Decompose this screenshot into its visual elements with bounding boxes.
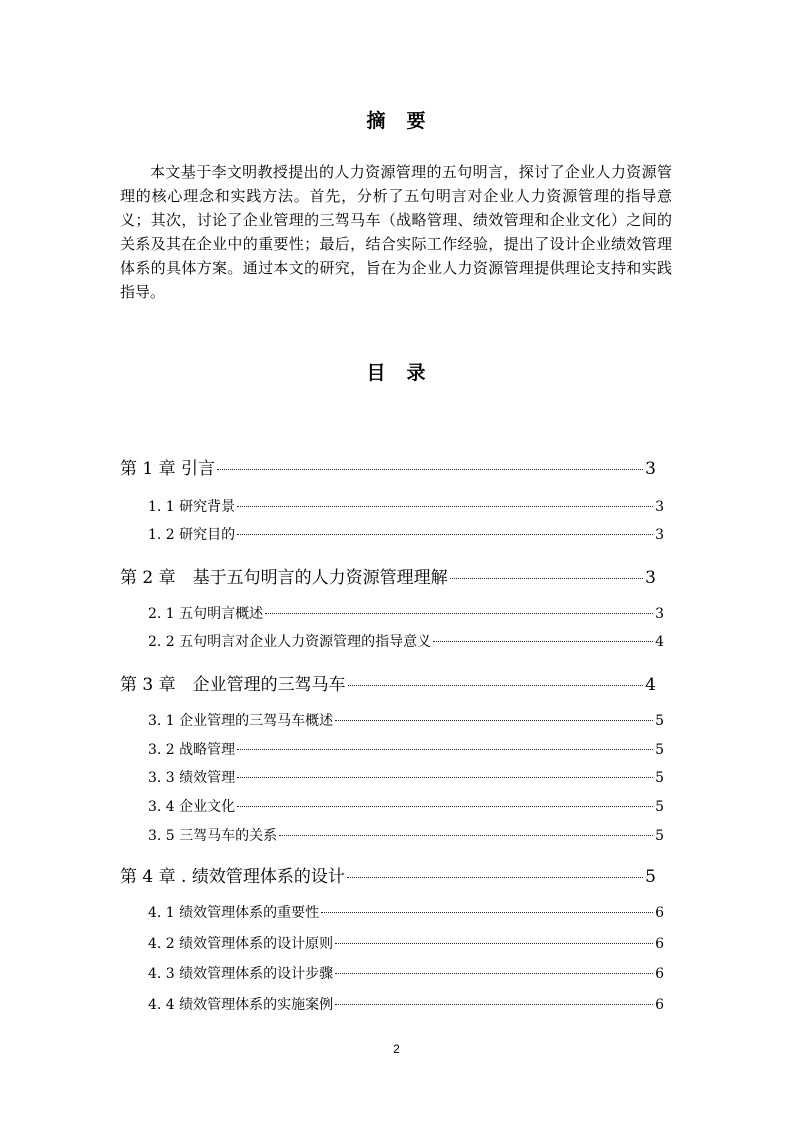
toc-entry-2-1[interactable] — [148, 603, 664, 623]
toc-entry-page: 5 — [655, 799, 664, 815]
toc-entry-3-3[interactable] — [148, 767, 664, 787]
toc-leader — [237, 534, 653, 535]
toc-entry-label: 4. 1 绩效管理体系的重要性 — [148, 905, 320, 921]
toc-entry-label: 1. 2 研究目的 — [148, 527, 236, 543]
toc-leader — [237, 806, 653, 807]
toc-title: 目 录 — [366, 362, 427, 384]
toc-entry-2-2[interactable] — [148, 631, 664, 651]
toc-entry-page: 5 — [655, 770, 664, 786]
toc-entry-label: 3. 5 三驾马车的关系 — [148, 828, 278, 844]
toc-entry-page: 5 — [655, 713, 664, 729]
toc-leader — [433, 641, 653, 642]
toc-entry-label: 1. 1 研究背景 — [148, 499, 236, 515]
toc-entry-page: 5 — [655, 742, 664, 758]
toc-entry-1-2[interactable] — [148, 524, 664, 544]
toc-entry-4-3[interactable] — [148, 963, 664, 983]
toc-entry-label: 4. 3 绩效管理体系的设计步骤 — [148, 966, 334, 982]
toc-entry-page: 3 — [655, 499, 664, 515]
toc-leader — [237, 506, 653, 507]
toc-entry-label: 3. 1 企业管理的三驾马车概述 — [148, 713, 334, 729]
toc-entry-page: 6 — [655, 905, 664, 921]
toc-entry-page: 6 — [655, 936, 664, 952]
toc-leader — [265, 613, 653, 614]
toc-entry-label: 2. 1 五句明言概述 — [148, 606, 264, 622]
toc-leader — [237, 777, 653, 778]
toc-entry-page: 3 — [645, 459, 656, 479]
toc-leader — [348, 685, 644, 686]
toc-entry-label: 第 2 章 基于五句明言的人力资源管理理解 — [120, 568, 448, 588]
toc-leader — [335, 720, 653, 721]
toc-entry-chapter-3[interactable] — [120, 670, 656, 695]
toc-entry-page: 3 — [645, 568, 656, 588]
toc-entry-page: 6 — [655, 966, 664, 982]
toc-entry-page: 3 — [655, 606, 664, 622]
toc-entry-3-1[interactable] — [148, 710, 664, 730]
toc-leader — [217, 469, 643, 470]
toc-entry-4-1[interactable] — [148, 902, 664, 922]
toc-entry-page: 5 — [645, 867, 656, 887]
toc-leader — [335, 943, 653, 944]
abstract-body: 本文基于李文明教授提出的人力资源管理的五句明言，探讨了企业人力资源管理的核心理念和实践方法。首先，分析了五句明言对企业人力资源管理的指导意义；其次，讨论了企业管理的三驾马车（战略管理、绩效管理和企业文化）之间的关系及其在企业中的重要性；最后，结合实际工作经验，提出了设计企业绩效管理体系的具体方案。通过本文的研究，旨在为企业人力资源管理提供理论支持和实践指导。 — [120, 163, 672, 301]
toc-entry-page: 5 — [655, 828, 664, 844]
toc-entry-label: 4. 4 绩效管理体系的实施案例 — [148, 997, 334, 1013]
toc-entry-page: 6 — [655, 997, 664, 1013]
toc-leader — [321, 912, 653, 913]
page-number: 2 — [393, 1042, 400, 1056]
toc-entry-4-2[interactable] — [148, 933, 664, 953]
toc-entry-label: 2. 2 五句明言对企业人力资源管理的指导意义 — [148, 634, 432, 650]
toc-entry-page: 4 — [655, 634, 664, 650]
toc-leader — [279, 835, 653, 836]
toc-entry-3-5[interactable] — [148, 825, 664, 845]
toc-leader — [335, 973, 653, 974]
toc-entry-page: 3 — [655, 527, 664, 543]
toc-entry-chapter-2[interactable] — [120, 563, 656, 588]
toc-leader — [347, 877, 643, 878]
toc-entry-chapter-4[interactable] — [120, 862, 656, 887]
toc-entry-4-4[interactable] — [148, 994, 664, 1014]
toc-entry-label: 3. 3 绩效管理 — [148, 770, 236, 786]
toc-entry-label: 第 3 章 企业管理的三驾马车 — [120, 675, 346, 695]
toc-entry-label: 3. 4 企业文化 — [148, 799, 236, 815]
toc-entry-label: 3. 2 战略管理 — [148, 742, 236, 758]
toc-entry-label: 第 1 章 引言 — [120, 459, 216, 479]
toc-entry-3-2[interactable] — [148, 739, 664, 759]
toc-leader — [335, 1004, 653, 1005]
toc-entry-3-4[interactable] — [148, 796, 664, 816]
toc-leader — [237, 749, 653, 750]
toc-entry-label: 第 4 章 . 绩效管理体系的设计 — [120, 867, 345, 887]
toc-leader — [450, 578, 644, 579]
abstract-title: 摘 要 — [366, 110, 427, 132]
toc-entry-chapter-1[interactable] — [120, 454, 656, 479]
toc-entry-1-1[interactable] — [148, 496, 664, 516]
toc-entry-page: 4 — [645, 675, 656, 695]
toc-entry-label: 4. 2 绩效管理体系的设计原则 — [148, 936, 334, 952]
